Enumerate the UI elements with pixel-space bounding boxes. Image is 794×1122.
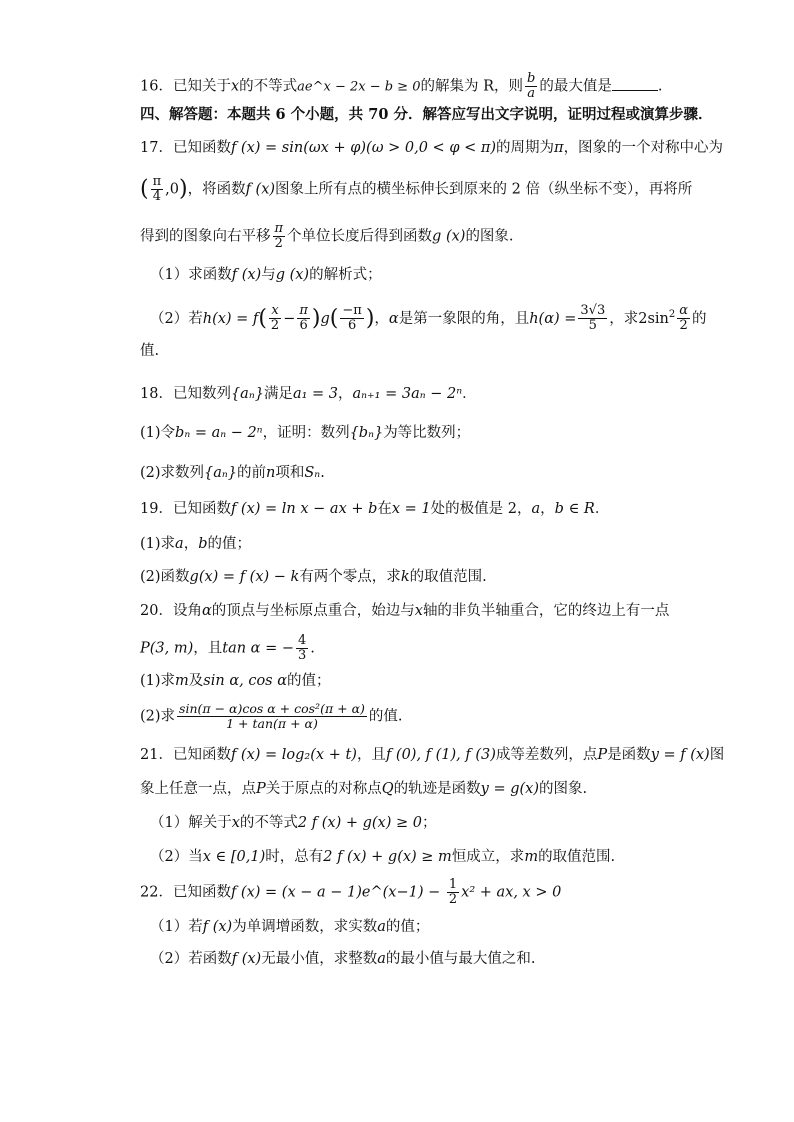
question-20-line-2: P(3, m)，且tan α = − $\frac{4}{3}$ . — [140, 633, 315, 663]
question-18-part-1: (1)令bₙ = aₙ − 2ⁿ，证明：数列{bₙ}为等比数列； — [140, 425, 471, 441]
question-17-line-1: 17．已知函数f (x) = sin(ωx + φ)(ω > 0,0 < φ < π)的周期为π，图象的一个对称中心为 — [140, 140, 724, 156]
question-17-part-2: （2）若h(x) = f( $\frac{x}{2}$ − $\frac{\pi}{6}$ )g( $\frac{-\pi}{6}$ )，α是第一象限的角，且h(α) = $\frac{3√3}{5}$ ，求$2\sin^2$ $\frac{\alpha}{2}$ 的 — [150, 303, 707, 334]
question-18-line-1: 18．已知数列{aₙ}满足a₁ = 3，aₙ₊₁ = 3aₙ − 2ⁿ． — [140, 386, 477, 402]
question-21-part-1: （1）解关于x的不等式2 f (x) + g(x) ≥ 0； — [150, 815, 437, 831]
question-22-part-2: （2）若函数f (x)无最小值，求整数a的最小值与最大值之和. — [150, 951, 536, 967]
question-22-line-1: 22．已知函数f (x) = (x − a − 1)e^(x−1) − $\frac{1}{2}$ x² + ax, x > 0 — [140, 877, 562, 907]
question-22-part-1: （1）若f (x)为单调增函数，求实数a的值； — [150, 919, 430, 935]
question-19-part-2: (2)函数g(x) = f (x) − k有两个零点，求k的取值范围. — [140, 569, 487, 585]
question-17-line-2: ( $\frac{\pi}{4}$ ,0)，将函数f (x)图象上所有点的横坐标伸长到原来的 2 倍（纵坐标不变），再将所 — [140, 174, 693, 204]
question-17-line-3: 得到的图象向右平移 $\frac{\pi}{2}$ 个单位长度后得到函数g (x)的图象. — [140, 221, 514, 251]
question-21-line-2: 象上任意一点，点P关于原点的对称点Q的轨迹是函数y = g(x)的图象. — [140, 781, 588, 797]
question-18-part-2: (2)求数列{aₙ}的前n项和Sₙ. — [140, 465, 325, 481]
question-20-part-1: (1)求m及sin α, cos α的值； — [140, 673, 331, 689]
section-header: 四、解答题：本题共 6 个小题，共 70 分．解答应写出文字说明，证明过程或演算步骤． — [140, 106, 713, 123]
question-21-line-1: 21．已知函数f (x) = log₂(x + t)，且f (0), f (1), f (3)成等差数列，点P是函数y = f (x)图 — [140, 747, 725, 763]
fraction-b-over-a: $\frac{b}{a}$ — [527, 71, 536, 101]
question-20-part-2: (2)求 $\frac{\text{sin(π − α)cos α + cos²(π + α)}}{1 + \tan(\pi + \alpha)}$ 的值. — [140, 701, 403, 731]
question-21-part-2: （2）当x ∈ [0,1)时，总有2 f (x) + g(x) ≥ m恒成立，求m的取值范围. — [150, 849, 616, 865]
question-17-part-1: （1）求函数f (x)与g (x)的解析式； — [150, 267, 382, 283]
question-19-line-1: 19．已知函数f (x) = ln x − ax + b在x = 1处的极值是 2，a，b ∈ R． — [140, 501, 610, 517]
question-17-part-2-end: 值. — [140, 343, 160, 359]
question-16: 16．已知关于x的不等式ae^x − 2x − b ≥ 0的解集为 R，则 $\frac{b}{a}$ 的最大值是 . — [140, 71, 663, 101]
question-20-line-1: 20．设角α的顶点与坐标原点重合，始边与x轴的非负半轴重合，它的终边上有一点 — [140, 603, 670, 619]
question-19-part-1: (1)求a，b的值； — [140, 536, 251, 552]
answer-blank[interactable] — [612, 76, 658, 91]
